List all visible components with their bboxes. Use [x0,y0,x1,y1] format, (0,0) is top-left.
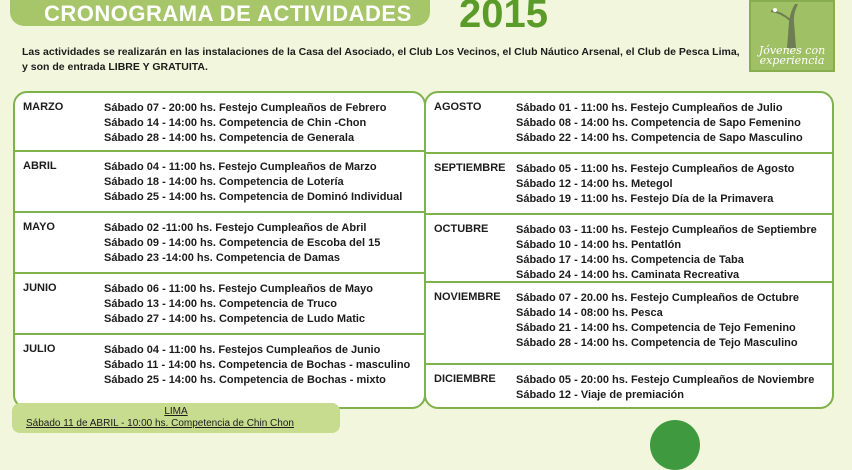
event-description: Metegol [630,178,673,190]
event-description: Festejo Día de la Primavera [630,193,774,205]
event-date: Sábado 25 - 14:00 hs. [104,374,216,386]
event-date: Sábado 05 - 20:00 hs. [516,374,628,386]
event-date: Sábado 19 - 11:00 hs. [516,193,628,205]
month-name: ABRIL [23,160,57,172]
event-row [104,221,380,236]
event-row [516,388,814,403]
event-date: Sábado 09 - 14:00 hs. [104,237,216,249]
event-row [516,253,817,268]
event-description: Festejo Cumpleaños de Abril [215,222,367,234]
event-date: Sábado 28 - 14:00 hs. [516,337,628,349]
footer-line: Sábado 11 de ABRIL - 10:00 hs. Competencia de Chin Chon [26,418,294,429]
event-description: Festejo Cumpleaños de Julio [630,102,783,114]
event-description: Competencia de Lotería [218,176,344,188]
event-row [516,116,803,131]
event-list [104,343,410,388]
month-name: MARZO [23,101,64,113]
event-row [516,131,803,146]
event-row [104,131,386,146]
footer-title: LIMA [164,406,188,417]
event-description: Pesca [630,307,663,319]
title-banner [10,0,430,26]
event-row [516,177,794,192]
event-date: Sábado 11 - 14:00 hs. [104,359,216,371]
logo [749,0,835,72]
event-description: Competencia de Chin -Chon [218,117,367,129]
event-row [104,373,410,388]
event-description: Competencia de Generala [218,132,355,144]
event-list [104,101,386,146]
event-list [516,291,799,351]
event-date: Sábado 04 - 11:00 hs. [104,161,216,173]
event-date: Sábado 04 - 11:00 hs. [104,344,216,356]
event-row [104,312,373,327]
event-description: Competencia de Truco [218,298,337,310]
month-block [15,213,424,274]
event-date: Sábado 18 - 14:00 hs. [104,176,216,188]
month-block [15,274,424,335]
event-description: Competencia de Bochas - masculino [218,359,411,371]
event-row [516,336,799,351]
event-date: Sábado 27 - 14:00 hs. [104,313,216,325]
event-row [104,175,402,190]
event-date: Sábado 12 - [516,389,578,401]
event-date: Sábado 24 - 14:00 hs. [516,269,628,281]
event-description: Festejo Cumpleaños de Agosto [630,163,795,175]
month-name: DICIEMBRE [434,373,496,385]
event-description: Festejo Cumpleaños de Mayo [218,283,373,295]
month-block [15,335,424,409]
event-row [516,291,799,306]
event-row [104,297,373,312]
event-date: Sábado 03 - 11:00 hs. [516,224,628,236]
event-date: Sábado 17 - 14:00 hs. [516,254,628,266]
event-date: Sábado 21 - 14:00 hs. [516,322,628,334]
event-date: Sábado 23 -14:00 hs. [104,252,213,264]
month-block [426,365,832,409]
event-description: Festejos Cumpleaños de Junio [218,344,381,356]
event-row [516,223,817,238]
month-name: NOVIEMBRE [434,291,501,303]
decorative-circle [650,420,700,470]
event-description: Festejo Cumpleaños de Septiembre [630,224,817,236]
month-name: MAYO [23,221,55,233]
month-block [426,154,832,215]
event-row [104,343,410,358]
tree-icon [765,2,823,48]
event-description: Festejo Cumpleaños de Febrero [218,102,387,114]
event-date: Sábado 10 - 14:00 hs. [516,239,628,251]
schedule-column-right [424,91,834,409]
event-row [104,190,402,205]
event-date: Sábado 06 - 11:00 hs. [104,283,216,295]
event-description: Caminata Recreativa [630,269,740,281]
event-list [516,373,814,403]
event-description: Pentatlón [630,239,682,251]
event-date: Sábado 14 - 14:00 hs. [104,117,216,129]
schedule-column-left [13,91,426,409]
event-row [104,282,373,297]
event-row [516,101,803,116]
event-row [516,192,794,207]
event-description: Festejo Cumpleaños de Noviembre [630,374,815,386]
logo-text: Jóvenes con experiencia [758,44,826,67]
event-date: Sábado 07 - 20:00 hs. [104,102,216,114]
event-date: Sábado 13 - 14:00 hs. [104,298,216,310]
month-name: JULIO [23,343,56,355]
event-description: Competencia de Sapo Femenino [630,117,801,129]
event-date: Sábado 28 - 14:00 hs. [104,132,216,144]
event-description: Festejo Cumpleaños de Marzo [218,161,377,173]
event-date: Sábado 12 - 14:00 hs. [516,178,628,190]
event-row [104,251,380,266]
event-description: Festejo Cumpleaños de Octubre [630,292,800,304]
event-date: Sábado 08 - 14:00 hs. [516,117,628,129]
event-list [516,162,794,207]
page-title: CRONOGRAMA DE ACTIVIDADES [44,1,412,26]
month-name: OCTUBRE [434,223,489,235]
event-description: Competencia de Ludo Matic [218,313,366,325]
event-list [104,160,402,205]
event-description: Viaje de premiación [580,389,684,401]
event-row [104,160,402,175]
month-name: SEPTIEMBRE [434,162,506,174]
month-block [426,283,832,365]
month-block [15,93,424,152]
event-date: Sábado 22 - 14:00 hs. [516,132,628,144]
month-name: JUNIO [23,282,57,294]
event-date: Sábado 07 - 20.00 hs. [516,292,628,304]
event-row [104,358,410,373]
event-date: Sábado 14 - 08:00 hs. [516,307,628,319]
intro-text: Las actividades se realizarán en las instalaciones de la Casa del Asociado, el Club Los Vecinos, el Club Náutico Arsenal, el Club de Pesca Lima, y son de entrada LIBRE Y GRATUITA. [22,46,740,73]
month-block [426,93,832,154]
event-description: Competencia de Sapo Masculino [630,132,803,144]
event-row [516,373,814,388]
event-description: Competencia de Dominó Individual [218,191,403,203]
event-description: Competencia de Damas [215,252,340,264]
year-label: 2015 [459,0,548,36]
event-row [104,101,386,116]
event-date: Sábado 01 - 11:00 hs. [516,102,628,114]
event-row [516,268,817,283]
month-block [15,152,424,213]
month-name: AGOSTO [434,101,482,113]
event-description: Competencia de Escoba del 15 [218,237,381,249]
event-row [516,306,799,321]
event-list [104,221,380,266]
event-row [516,162,794,177]
event-date: Sábado 25 - 14:00 hs. [104,191,216,203]
event-list [516,101,803,146]
event-description: Competencia de Bochas - mixto [218,374,386,386]
event-date: Sábado 02 -11:00 hs. [104,222,213,234]
footer-box [12,403,340,433]
event-row [516,321,799,336]
event-description: Competencia de Tejo Femenino [630,322,796,334]
event-description: Competencia de Taba [630,254,744,266]
event-row [104,236,380,251]
event-description: Competencia de Tejo Masculino [630,337,798,349]
event-row [104,116,386,131]
event-list [104,282,373,327]
event-date: Sábado 05 - 11:00 hs. [516,163,628,175]
event-row [516,238,817,253]
event-list [516,223,817,283]
month-block [426,215,832,283]
